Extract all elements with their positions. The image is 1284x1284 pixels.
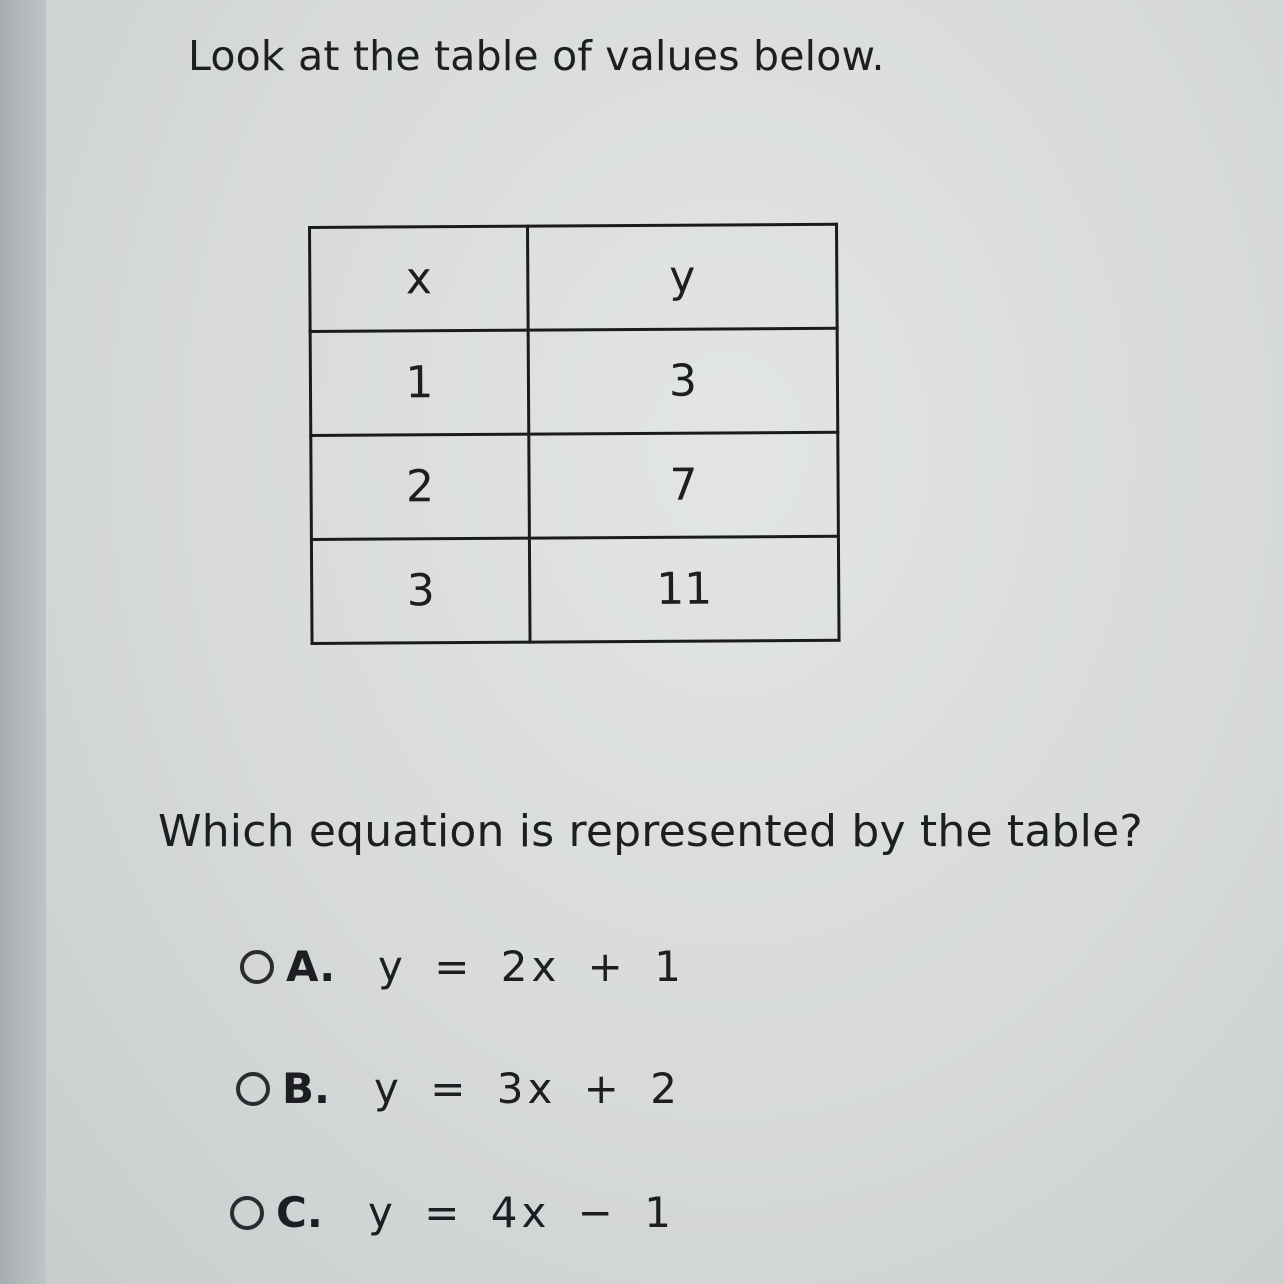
values-table-container: [308, 223, 841, 645]
table-row: [311, 536, 839, 643]
table-cell-y: 7: [529, 432, 839, 538]
table-header-x: x: [310, 226, 529, 331]
table-cell-y: 11: [529, 536, 839, 642]
radio-button-c[interactable]: [230, 1196, 264, 1230]
option-equation-b: y = 3x + 2: [374, 1064, 681, 1113]
answer-option-b[interactable]: [236, 1064, 681, 1113]
table-header-row: [310, 224, 838, 331]
table-header-y: y: [528, 224, 838, 330]
answer-option-a[interactable]: [240, 942, 685, 991]
instruction-text: Look at the table of values below.: [188, 32, 885, 80]
table-cell-x: 3: [311, 538, 530, 643]
table-cell-y: 3: [528, 328, 838, 434]
table-cell-x: 2: [311, 434, 530, 539]
radio-button-a[interactable]: [240, 950, 274, 984]
values-table: [308, 223, 841, 645]
table-row: [311, 432, 839, 539]
option-letter-c: C.: [276, 1188, 323, 1237]
table-cell-x: 1: [310, 330, 529, 435]
radio-button-b[interactable]: [236, 1072, 270, 1106]
left-edge-strip: [0, 0, 46, 1284]
option-letter-b: B.: [282, 1064, 330, 1113]
option-equation-a: y = 2x + 1: [378, 942, 685, 991]
table-row: [310, 328, 838, 435]
question-text: Which equation is represented by the table?: [158, 806, 1143, 857]
option-equation-c: y = 4x − 1: [368, 1188, 675, 1237]
option-letter-a: A.: [286, 942, 336, 991]
answer-option-c[interactable]: [230, 1188, 675, 1237]
